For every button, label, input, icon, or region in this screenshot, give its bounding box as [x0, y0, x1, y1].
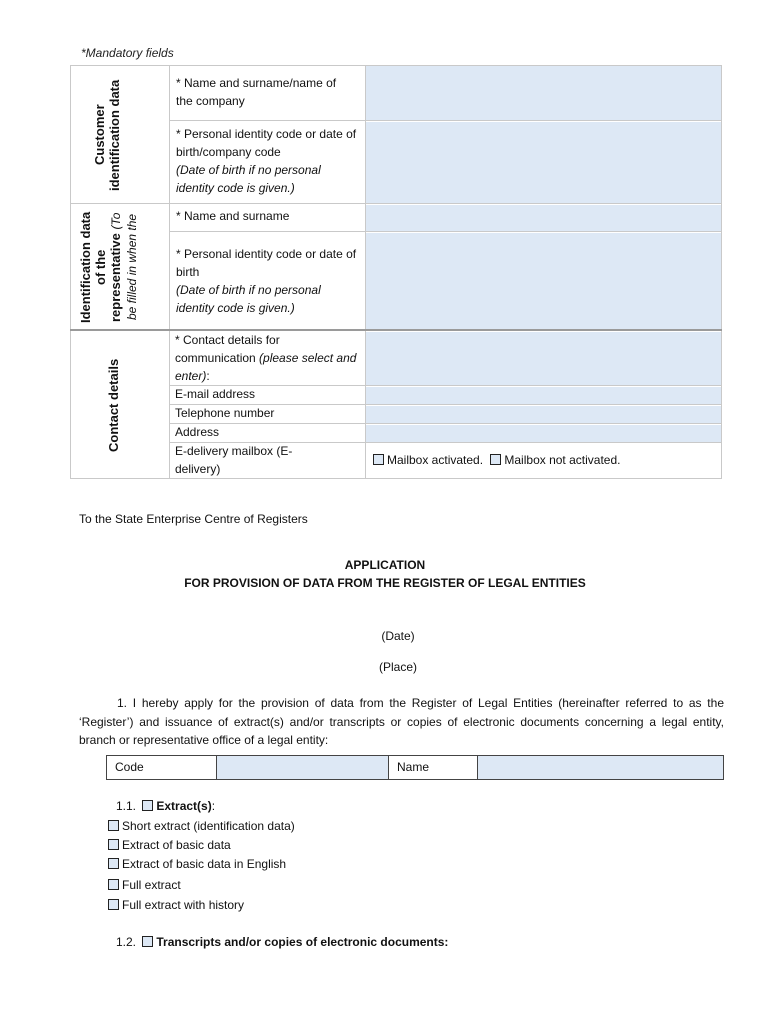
email-field[interactable]: [366, 387, 721, 404]
code-name-table: [106, 755, 724, 780]
mailbox-not-activated-label: Mailbox not activated.: [504, 453, 621, 467]
email-label: E-mail address: [175, 387, 256, 401]
extract-option: Extract of basic data in English: [108, 857, 286, 872]
document-subtitle: FOR PROVISION OF DATA FROM THE REGISTER OF LEGAL ENTITIES: [184, 576, 586, 590]
place-label: (Place): [378, 660, 417, 674]
table-border-right: [721, 65, 722, 479]
application-paragraph: 1. I hereby apply for the provision of data from the Register of Legal Entities (hereinafter referred to as the ‘Register’) and issuance of extract(s) and/or transcripts or copies of electronic documents concerning a legal entity, branch or representative office of a legal entity:: [79, 696, 724, 747]
contact-intro-label: * Contact details for communication (please select and enter):: [175, 333, 357, 383]
transcripts-number: 1.2.: [116, 935, 137, 949]
date-of-birth-note: (Date of birth if no personal identity code is given.): [176, 163, 321, 195]
section-divider: [70, 329, 722, 331]
name-input[interactable]: [478, 756, 723, 779]
representative-code-label: * Personal identity code or date of birth (Date of birth if no personal identity code is given.): [176, 247, 357, 315]
extract-option: Short extract (identification data): [108, 819, 295, 834]
row-divider: [170, 231, 722, 232]
mandatory-fields-note: *Mandatory fields: [81, 46, 174, 60]
table-border-left: [70, 65, 71, 479]
extracts-title: Extract(s): [156, 799, 212, 813]
customer-section-label: Customer identification data: [92, 79, 122, 191]
date-label: (Date): [381, 629, 415, 643]
customer-data-form: [70, 65, 722, 479]
representative-dob-note: (Date of birth if no personal identity code is given.): [176, 283, 321, 315]
mailbox-options: [373, 451, 620, 469]
extracts-number: 1.1.: [116, 799, 137, 813]
address-field[interactable]: [366, 425, 721, 442]
column-divider-2: [365, 65, 366, 479]
company-name-label: * Name and surname/name of the company: [176, 76, 337, 108]
recipient: To the State Enterprise Centre of Registers: [79, 512, 308, 526]
section-divider: [70, 203, 722, 204]
address-label: Address: [175, 425, 220, 439]
company-name-field[interactable]: [366, 66, 721, 120]
transcripts-heading: [116, 935, 448, 950]
edelivery-label: E-delivery mailbox (E-delivery): [175, 444, 293, 476]
telephone-label: Telephone number: [175, 406, 275, 420]
basic-data-checkbox[interactable]: [108, 839, 119, 850]
extract-option: Full extract: [108, 878, 181, 893]
representative-section-label: Identification data of the representative (To be filled in when the: [78, 211, 139, 323]
transcripts-title: Transcripts and/or copies of electronic documents:: [156, 935, 449, 949]
table-border-top: [70, 65, 722, 66]
representative-name-label: * Name and surname: [176, 209, 290, 223]
extracts-heading: 1.1. Extract(s):: [116, 799, 216, 813]
contact-section-label: Contact details: [106, 358, 121, 452]
code-input[interactable]: [217, 756, 388, 779]
representative-name-field[interactable]: [366, 205, 721, 231]
contact-intro-field[interactable]: [366, 332, 721, 385]
row-divider: [170, 423, 722, 424]
short-extract-checkbox[interactable]: [108, 820, 119, 831]
representative-note: (To be filled in when the: [109, 212, 139, 321]
representative-code-field[interactable]: [366, 233, 721, 329]
extract-option: Full extract with history: [108, 898, 244, 913]
extract-option: Extract of basic data: [108, 838, 231, 853]
column-divider-1: [169, 65, 170, 479]
row-divider: [170, 120, 722, 121]
code-label: Code: [115, 760, 144, 774]
basic-data-english-checkbox[interactable]: [108, 858, 119, 869]
personal-code-field[interactable]: [366, 122, 721, 203]
extracts-checkbox[interactable]: [142, 800, 153, 811]
table-border-bottom: [70, 478, 722, 479]
full-extract-checkbox[interactable]: [108, 879, 119, 890]
telephone-field[interactable]: [366, 406, 721, 423]
mailbox-activated-label: Mailbox activated.: [387, 453, 484, 467]
mailbox-activated-checkbox[interactable]: [373, 454, 384, 465]
full-extract-history-checkbox[interactable]: [108, 899, 119, 910]
transcripts-checkbox[interactable]: [142, 936, 153, 947]
mailbox-not-activated-checkbox[interactable]: [490, 454, 501, 465]
document-title: APPLICATION: [344, 558, 426, 572]
name-label: Name: [397, 760, 430, 774]
personal-code-label: * Personal identity code or date of birth/company code (Date of birth if no personal identity code is given.): [176, 127, 357, 195]
